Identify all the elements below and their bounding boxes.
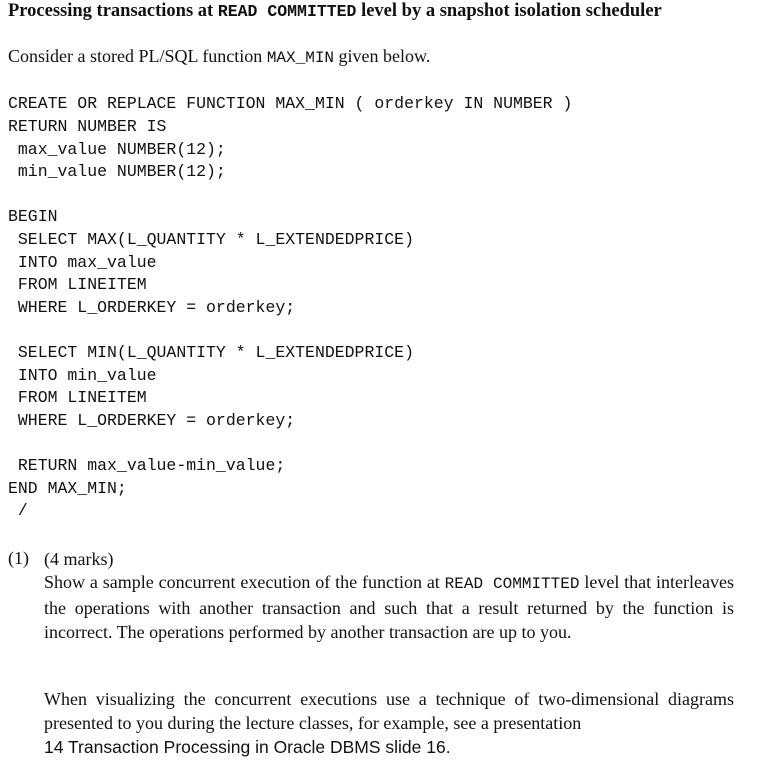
code-line: SELECT MIN(L_QUANTITY * L_EXTENDEDPRICE) bbox=[8, 343, 414, 362]
code-line: WHERE L_ORDERKEY = orderkey; bbox=[8, 298, 296, 317]
code-line: RETURN max_value-min_value; bbox=[8, 456, 286, 475]
question-paragraph-1 bbox=[44, 570, 734, 644]
question-paragraph-2 bbox=[44, 687, 734, 759]
code-line: / bbox=[8, 501, 28, 520]
code-line: CREATE OR REPLACE FUNCTION MAX_MIN ( orderkey IN NUMBER ) bbox=[8, 94, 573, 113]
code-line: BEGIN bbox=[8, 207, 58, 226]
code-line: FROM LINEITEM bbox=[8, 275, 147, 294]
intro-text-end: given below. bbox=[334, 46, 431, 66]
code-line: INTO max_value bbox=[8, 253, 157, 272]
question-marks: (4 marks) bbox=[44, 549, 114, 569]
question-p1-read-committed-keyword: READ COMMITTED bbox=[444, 575, 580, 593]
question-p1-text-end: level that interleaves the operations with another transaction and such that a result returned by the function is incorrect. The operations performed by another transaction are up to you. bbox=[44, 572, 734, 642]
title-read-committed-keyword: READ COMMITTED bbox=[217, 2, 357, 21]
code-line: END MAX_MIN; bbox=[8, 479, 127, 498]
code-line: max_value NUMBER(12); bbox=[8, 140, 226, 159]
code-line: RETURN NUMBER IS bbox=[8, 117, 167, 136]
title-text-end: level by a snapshot isolation scheduler bbox=[356, 1, 662, 21]
code-line: min_value NUMBER(12); bbox=[8, 162, 226, 181]
question-number: (1) bbox=[8, 548, 29, 568]
title-text-start: Processing transactions at bbox=[8, 1, 218, 21]
code-line: FROM LINEITEM bbox=[8, 388, 147, 407]
code-line: SELECT MAX(L_QUANTITY * L_EXTENDEDPRICE) bbox=[8, 230, 414, 249]
intro-sentence bbox=[8, 45, 430, 69]
question-p2-text: When visualizing the concurrent executions use a technique of two-dimensional diagrams presented to you during the lecture classes, for example, see a presentation bbox=[44, 689, 734, 733]
code-line: INTO min_value bbox=[8, 366, 157, 385]
page-title bbox=[8, 0, 662, 23]
question-p1-text-start: Show a sample concurrent execution of the function at bbox=[44, 572, 445, 592]
intro-text-start: Consider a stored PL/SQL function bbox=[8, 46, 267, 66]
question-p2-reference: 14 Transaction Processing in Oracle DBMS slide 16. bbox=[44, 737, 451, 757]
intro-function-name: MAX_MIN bbox=[266, 49, 335, 67]
code-line: WHERE L_ORDERKEY = orderkey; bbox=[8, 411, 296, 430]
